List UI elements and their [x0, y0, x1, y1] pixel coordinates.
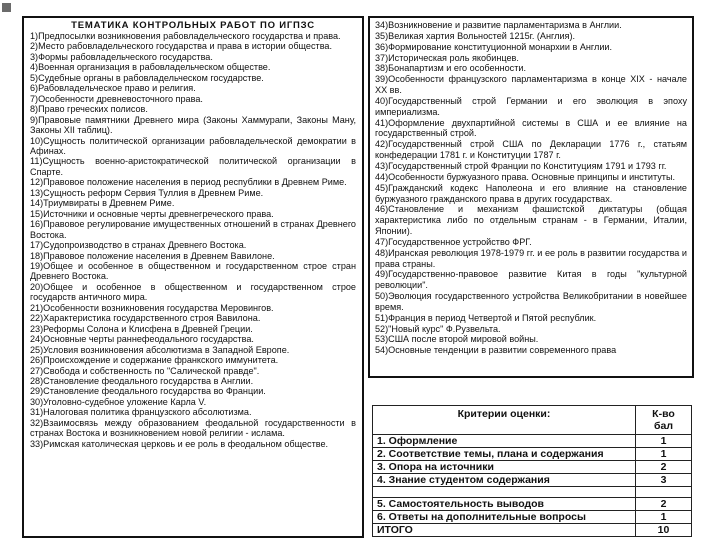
topic-item: 49)Государственно-правовое развитие Китая в годы "культурной революции".	[375, 269, 687, 291]
criteria-score: 2	[636, 461, 692, 474]
criteria-score: 2	[636, 498, 692, 511]
topic-item: 23)Реформы Солона и Клисфена в Древней Греции.	[30, 323, 253, 334]
topic-item: 22)Характеристика государственного строя Вавилона.	[30, 313, 261, 324]
topic-item: 19)Общее и особенное в общественном и государственном строе стран Древнего Востока.	[30, 260, 356, 282]
topic-item: 15)Источники и основные черты древнегреческого права.	[30, 208, 274, 219]
topic-item: 44)Особенности буржуазного права. Основные принципы и институты.	[375, 171, 676, 182]
criteria-header-name: Критерии оценки:	[373, 406, 636, 435]
criteria-row	[373, 448, 692, 461]
topic-item: 18)Правовое положение населения в Древнем Вавилоне.	[30, 250, 275, 261]
topic-item: 54)Основные тенденции в развитии современного права	[375, 345, 617, 356]
topic-item: 37)Историческая роль якобинцев.	[375, 52, 519, 63]
topic-item: 43)Государственный строй Франции по Конституциям 1791 и 1793 гг.	[375, 160, 667, 171]
topic-item: 9)Правовые памятники Древнего мира (Законы Хаммурапи, Законы Ману, Законы XII таблиц).	[30, 114, 356, 136]
topic-item: 14)Триумвираты в Древнем Риме.	[30, 198, 175, 209]
topic-item: 3)Формы рабовладельческого государства.	[30, 51, 213, 62]
topic-item: 2)Место рабовладельческого государства и права в истории общества.	[30, 41, 333, 52]
criteria-body	[373, 435, 692, 537]
criteria-name: 1. Оформление	[373, 435, 636, 448]
topic-item: 48)Иранская революция 1978-1979 гг. и ее роль в развитии государства и права страны.	[375, 247, 687, 269]
criteria-score: 10	[636, 524, 692, 537]
topic-item: 6)Рабовладельческое право и религия.	[30, 83, 196, 94]
topic-item: 12)Правовое положение населения в период республики в Древнем Риме.	[30, 177, 347, 188]
topic-item: 53)США после второй мировой войны.	[375, 334, 539, 345]
topic-item: 17)Судопроизводство в странах Древнего Востока.	[30, 240, 247, 251]
topic-item: 45)Гражданский кодекс Наполеона и его влияние на становление буржуазного гражданского права в других государствах.	[375, 182, 687, 204]
topic-item: 36)Формирование конституционной монархии в Англии.	[375, 41, 613, 52]
topic-item: 1)Предпосылки возникновения рабовладельческого государства и права.	[30, 31, 341, 41]
left-topic-list	[30, 31, 356, 449]
criteria-header-score	[636, 406, 692, 435]
criteria-row	[373, 498, 692, 511]
right-topic-list	[375, 20, 687, 356]
topic-item: 30)Уголовно-судебное уложение Карла V.	[30, 396, 207, 407]
criteria-row	[373, 461, 692, 474]
topic-item: 25)Условия возникновения абсолютизма в Западной Европе.	[30, 344, 290, 355]
topic-item: 46)Становление и механизм фашистской диктатуры (общая характеристика либо по отдельным странам - в Германии, Италии, Японии).	[375, 204, 687, 237]
criteria-name: 5. Самостоятельность выводов	[373, 498, 636, 511]
right-topics-panel	[368, 16, 694, 378]
criteria-row	[373, 511, 692, 524]
topic-item: 32)Взаимосвязь между образованием феодальной государственности в странах Востока и возникновением новой религии - ислама.	[30, 417, 356, 439]
criteria-score: 1	[636, 448, 692, 461]
panel-title: ТЕМАТИКА КОНТРОЛЬНЫХ РАБОТ ПО ИГПЗС	[71, 20, 315, 31]
topic-item: 41)Оформление двухпартийной системы в США и ее влияние на государственный строй.	[375, 117, 687, 139]
criteria-header-score-line1: К-во	[652, 408, 675, 420]
criteria-score: 1	[636, 511, 692, 524]
topic-item: 39)Особенности французского парламентаризма в конце XIX - начале XX вв.	[375, 74, 687, 96]
topic-item: 24)Основные черты раннефеодального государства.	[30, 334, 254, 345]
criteria-table	[372, 405, 692, 537]
criteria-name: 3. Опора на источники	[373, 461, 636, 474]
topic-item: 8)Право греческих полисов.	[30, 104, 148, 115]
topic-item: 10)Сущность политической организации рабовладельческой демократии в Афинах.	[30, 135, 356, 156]
criteria-score: 3	[636, 474, 692, 487]
topic-item: 42)Государственный строй США по Декларации 1776 г., статьям конфедерации 1781 г. и Конституции 1787 г.	[375, 139, 687, 161]
criteria-name: 2. Соответствие темы, плана и содержания	[373, 448, 636, 461]
topic-item: 5)Судебные органы в рабовладельческом государстве.	[30, 72, 264, 83]
topic-item: 13)Сущность реформ Сервия Туллия в Древнем Риме.	[30, 187, 264, 198]
topic-item: 27)Свобода и собственность по "Салической правде".	[30, 365, 260, 376]
topic-item: 4)Военная организация в рабовладельческом обществе.	[30, 62, 271, 73]
topic-item: 52)"Новый курс" Ф.Рузвельта.	[375, 323, 501, 334]
topic-item: 11)Сущность военно-аристократической политической организации в Спарте.	[30, 156, 356, 177]
topic-item: 7)Особенности древневосточного права.	[30, 93, 203, 104]
criteria-name: 6. Ответы на дополнительные вопросы	[373, 511, 636, 524]
slide-bullet-icon	[2, 3, 11, 12]
topic-item: 50)Эволюция государственного устройства Великобритании в новейшее время.	[375, 291, 687, 312]
topic-item: 33)Римская католическая церковь и ее роль в феодальном обществе.	[30, 438, 329, 449]
criteria-row	[373, 524, 692, 537]
criteria-header-score-line2: бал	[654, 420, 673, 432]
criteria-spacer-row	[373, 487, 692, 498]
topic-item: 40)Государственный строй Германии и его эволюция в эпоху империализма.	[375, 95, 687, 117]
topic-item: 16)Правовое регулирование имущественных отношений в странах Древнего Востока.	[30, 219, 356, 240]
topic-item: 51)Франция в период Четвертой и Пятой республик.	[375, 312, 597, 323]
criteria-row	[373, 474, 692, 487]
criteria-score: 1	[636, 435, 692, 448]
topic-item: 21)Особенности возникновения государства Меровингов.	[30, 302, 274, 313]
topic-item: 35)Великая хартия Вольностей 1215г. (Англия).	[375, 30, 575, 41]
topic-item: 29)Становление феодального государства во Франции.	[30, 386, 266, 397]
spacer-cell	[636, 487, 692, 498]
criteria-row	[373, 435, 692, 448]
criteria-header-row	[373, 406, 692, 435]
topic-item: 47)Государственное устройство ФРГ.	[375, 236, 532, 247]
topic-item: 34)Возникновение и развитие парламентаризма в Англии.	[375, 20, 622, 30]
topic-item: 38)Бонапартизм и его особенности.	[375, 63, 526, 74]
left-topics-panel	[22, 16, 364, 538]
topic-item: 26)Происхождение и содержание франкского иммунитета.	[30, 355, 279, 366]
topic-item: 20)Общее и особенное в общественном и государственном строе государств античного мира.	[30, 281, 356, 303]
criteria-name: ИТОГО	[373, 524, 636, 537]
criteria-name: 4. Знание студентом содержания	[373, 474, 636, 487]
topic-item: 28)Становление феодального государства в Англии.	[30, 375, 254, 386]
topic-item: 31)Налоговая политика французского абсолютизма.	[30, 407, 252, 418]
spacer-cell	[373, 487, 636, 498]
